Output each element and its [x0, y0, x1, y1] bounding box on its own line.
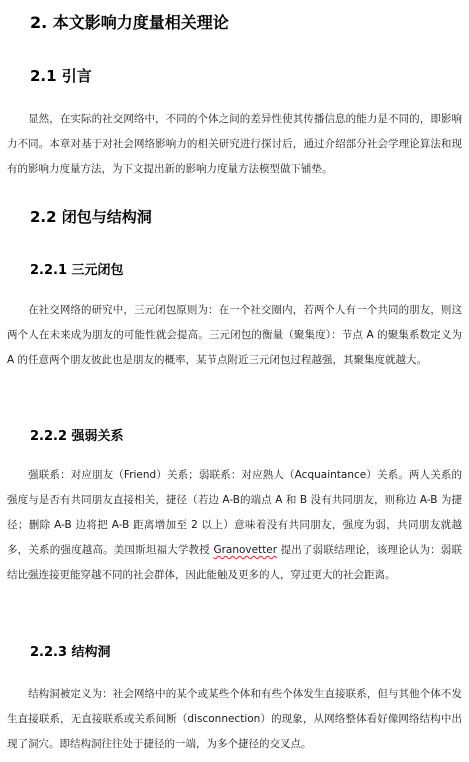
section-heading-2-2-3: 2.2.3 结构洞	[30, 645, 111, 660]
name-granovetter: Granovetter	[213, 544, 278, 556]
paragraph-2-1	[7, 107, 462, 182]
section-heading-2-2-2: 2.2.2 强弱关系	[30, 429, 124, 444]
paragraph-2-2-1-text: 在社交网络的研究中，三元闭包原则为：在一个社交圈内，若两个人有一个共同的朋友，则这两个人在未来成为朋友的可能性就会提高。三元闭包的衡量（聚集度）：节点 A 的聚集系数定义为 A 的任意两个朋友彼此也是朋友的概率，某节点附近三元闭包过程越强，其聚集度就越大。	[7, 304, 462, 366]
section-heading-2-2-1: 2.2.1 三元闭包	[30, 263, 124, 278]
chapter-heading: 2. 本文影响力度量相关理论	[30, 13, 229, 32]
paragraph-2-2-3-text: 结构洞被定义为：社会网络中的某个或某些个体和有些个体发生直接联系，但与其他个体不发生直接联系，无直接联系或关系间断（disconnection）的现象，从网络整体看好像网络结构中出现了洞穴。即结构洞往往处于捷径的一端，为多个捷径的交叉点。	[7, 688, 462, 750]
section-heading-2-2: 2.2 闭包与结构洞	[30, 208, 152, 226]
paragraph-2-2-2-text-b: 提出了弱联结理论，该理论认为：弱联结比强连接更能穿越不同的社会群体，因此能触及更多的人，穿过更大的社会距离。	[7, 544, 462, 581]
section-heading-2-1: 2.1 引言	[30, 67, 92, 85]
paragraph-2-2-1	[7, 298, 462, 373]
paragraph-2-2-3	[7, 682, 462, 757]
paragraph-2-2-2-text-a: 强联系：对应朋友（Friend）关系；弱联系：对应熟人（Acquaintance）关系。两人关系的强度与是否有共同朋友直接相关，捷径（若边 A-B的端点 A 和 B 没有共同朋友，则称边 A-B 为捷径；删除 A-B 边将把 A-B 距离增加至 2 以上）意味着没有共同朋友，强度为弱，共同朋友就越多，关系的强度越高。美国斯坦福大学教授	[7, 469, 462, 556]
paragraph-2-2-2	[7, 463, 462, 588]
paragraph-2-1-text: 显然，在实际的社交网络中，不同的个体之间的差异性使其传播信息的能力是不同的，即影响力不同。本章对基于对社会网络影响力的相关研究进行探讨后，通过介绍部分社会学理论算法和现有的影响力度量方法，为下文提出新的影响力度量方法模型做下铺垫。	[7, 113, 462, 175]
